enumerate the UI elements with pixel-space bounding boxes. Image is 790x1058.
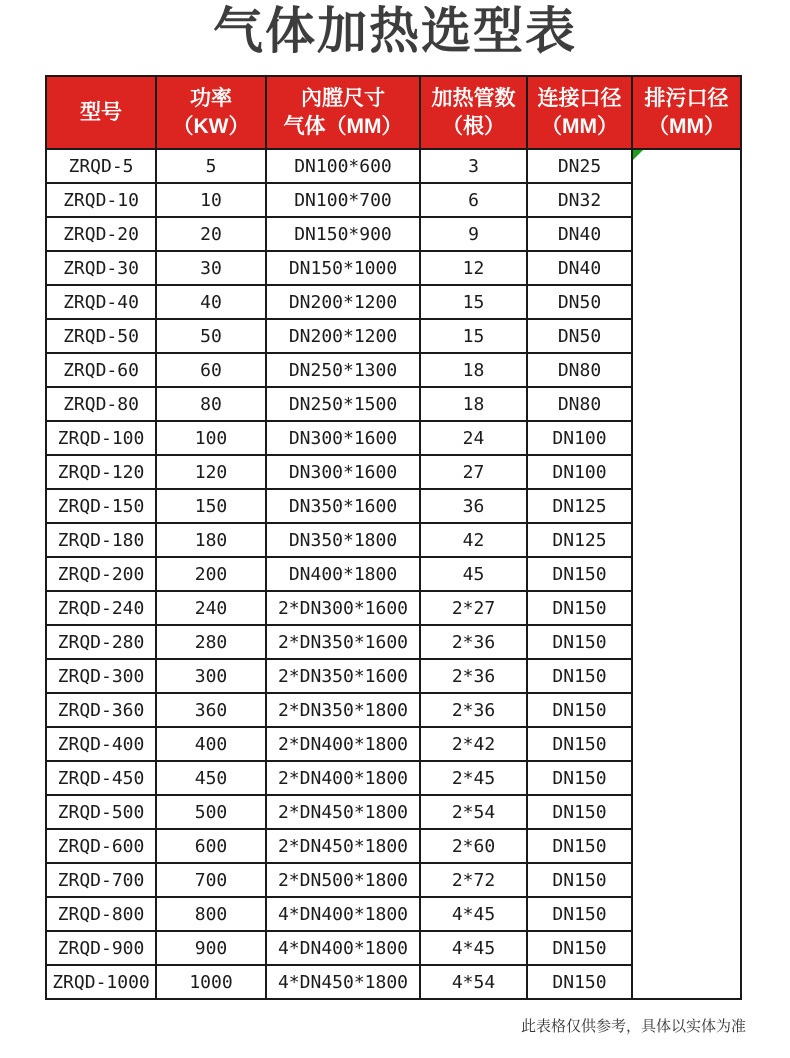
cell-connection-diameter: DN150: [527, 795, 632, 829]
cell-power: 400: [156, 727, 266, 761]
cell-model: ZRQD-360: [46, 693, 156, 727]
cell-connection-diameter: DN150: [527, 829, 632, 863]
cell-connection-diameter: DN50: [527, 319, 632, 353]
cell-connection-diameter: DN150: [527, 727, 632, 761]
cell-tube-count: 2*60: [420, 829, 527, 863]
cell-tube-count: 15: [420, 319, 527, 353]
cell-model: ZRQD-240: [46, 591, 156, 625]
cell-connection-diameter: DN150: [527, 557, 632, 591]
header-power-line1: 功率: [190, 87, 232, 111]
cell-power: 700: [156, 863, 266, 897]
header-chamber-size-line2: 气体（MM）: [283, 114, 403, 138]
cell-tube-count: 36: [420, 489, 527, 523]
footnote: 此表格仅供参考，具体以实体为准: [520, 1018, 746, 1035]
cell-model: ZRQD-900: [46, 931, 156, 965]
cell-connection-diameter: DN40: [527, 217, 632, 251]
cell-power: 800: [156, 897, 266, 931]
cell-tube-count: 9: [420, 217, 527, 251]
cell-model: ZRQD-280: [46, 625, 156, 659]
cell-tube-count: 45: [420, 557, 527, 591]
cell-model: ZRQD-120: [46, 455, 156, 489]
cell-model: ZRQD-600: [46, 829, 156, 863]
cell-chamber-size: 2*DN450*1800: [266, 829, 420, 863]
header-chamber-size: [266, 76, 420, 149]
cell-tube-count: 2*54: [420, 795, 527, 829]
header-model-line1: 型号: [80, 100, 122, 124]
cell-chamber-size: 4*DN400*1800: [266, 931, 420, 965]
cell-tube-count: 3: [420, 149, 527, 183]
cell-model: ZRQD-450: [46, 761, 156, 795]
cell-power: 50: [156, 319, 266, 353]
cell-model: ZRQD-1000: [46, 965, 156, 999]
header-chamber-size-line1: 內膛尺寸: [301, 87, 385, 111]
cell-chamber-size: 2*DN350*1600: [266, 659, 420, 693]
cell-chamber-size: 2*DN400*1800: [266, 727, 420, 761]
cell-model: ZRQD-30: [46, 251, 156, 285]
cell-model: ZRQD-10: [46, 183, 156, 217]
cell-chamber-size: DN150*1000: [266, 251, 420, 285]
cell-power: 500: [156, 795, 266, 829]
cell-chamber-size: 4*DN400*1800: [266, 897, 420, 931]
table-header-row: [46, 76, 741, 149]
cell-model: ZRQD-60: [46, 353, 156, 387]
cell-chamber-size: DN300*1600: [266, 421, 420, 455]
cell-chamber-size: 2*DN450*1800: [266, 795, 420, 829]
table-body: [46, 149, 741, 999]
cell-tube-count: 2*42: [420, 727, 527, 761]
cell-power: 60: [156, 353, 266, 387]
cell-chamber-size: DN250*1300: [266, 353, 420, 387]
cell-connection-diameter: DN25: [527, 149, 632, 183]
header-model: [46, 76, 156, 149]
cell-connection-diameter: DN40: [527, 251, 632, 285]
cell-connection-diameter: DN50: [527, 285, 632, 319]
cell-power: 10: [156, 183, 266, 217]
header-connection-diameter: [527, 76, 632, 149]
cell-model: ZRQD-100: [46, 421, 156, 455]
cell-model: ZRQD-200: [46, 557, 156, 591]
cell-model: ZRQD-700: [46, 863, 156, 897]
table-row: [46, 149, 741, 183]
cell-connection-diameter: DN32: [527, 183, 632, 217]
cell-drain-diameter-merged: [632, 149, 741, 999]
cell-chamber-size: DN200*1200: [266, 319, 420, 353]
cell-power: 120: [156, 455, 266, 489]
cell-connection-diameter: DN150: [527, 693, 632, 727]
cell-chamber-size: DN150*900: [266, 217, 420, 251]
cell-tube-count: 42: [420, 523, 527, 557]
header-power-line2: （KW）: [172, 114, 250, 138]
cell-power: 40: [156, 285, 266, 319]
cell-connection-diameter: DN150: [527, 965, 632, 999]
header-tube-count: [420, 76, 527, 149]
cell-model: ZRQD-300: [46, 659, 156, 693]
cell-chamber-size: 2*DN300*1600: [266, 591, 420, 625]
header-tube-count-line1: 加热管数: [431, 87, 516, 111]
cell-model: ZRQD-20: [46, 217, 156, 251]
cell-connection-diameter: DN80: [527, 353, 632, 387]
cell-power: 100: [156, 421, 266, 455]
cell-model: ZRQD-5: [46, 149, 156, 183]
cell-tube-count: 6: [420, 183, 527, 217]
gas-heating-selection-table: [45, 75, 742, 1000]
cell-chamber-size: DN100*700: [266, 183, 420, 217]
cell-power: 30: [156, 251, 266, 285]
cell-chamber-size: DN100*600: [266, 149, 420, 183]
header-connection-diameter-line1: 连接口径: [537, 87, 622, 111]
header-drain-diameter-line1: 排污口径: [644, 87, 729, 111]
cell-power: 200: [156, 557, 266, 591]
cell-power: 150: [156, 489, 266, 523]
cell-tube-count: 15: [420, 285, 527, 319]
cell-chamber-size: DN300*1600: [266, 455, 420, 489]
header-power: [156, 76, 266, 149]
cell-tube-count: 24: [420, 421, 527, 455]
cell-chamber-size: DN350*1600: [266, 489, 420, 523]
cell-power: 900: [156, 931, 266, 965]
cell-power: 600: [156, 829, 266, 863]
cell-connection-diameter: DN150: [527, 591, 632, 625]
cell-model: ZRQD-150: [46, 489, 156, 523]
cell-chamber-size: DN250*1500: [266, 387, 420, 421]
cell-tube-count: 12: [420, 251, 527, 285]
cell-tube-count: 4*45: [420, 897, 527, 931]
cell-connection-diameter: DN150: [527, 931, 632, 965]
cell-power: 360: [156, 693, 266, 727]
cell-connection-diameter: DN100: [527, 455, 632, 489]
cell-power: 5: [156, 149, 266, 183]
cell-error-corner-marker-icon: [633, 150, 643, 160]
cell-model: ZRQD-40: [46, 285, 156, 319]
cell-model: ZRQD-500: [46, 795, 156, 829]
header-drain-diameter-line2: （MM）: [648, 114, 725, 138]
cell-tube-count: 2*72: [420, 863, 527, 897]
cell-tube-count: 4*45: [420, 931, 527, 965]
cell-model: ZRQD-400: [46, 727, 156, 761]
cell-chamber-size: DN400*1800: [266, 557, 420, 591]
cell-power: 20: [156, 217, 266, 251]
cell-model: ZRQD-180: [46, 523, 156, 557]
cell-chamber-size: DN350*1800: [266, 523, 420, 557]
cell-connection-diameter: DN150: [527, 897, 632, 931]
cell-power: 240: [156, 591, 266, 625]
cell-connection-diameter: DN150: [527, 761, 632, 795]
cell-tube-count: 4*54: [420, 965, 527, 999]
cell-tube-count: 2*36: [420, 625, 527, 659]
cell-connection-diameter: DN125: [527, 523, 632, 557]
cell-power: 180: [156, 523, 266, 557]
cell-connection-diameter: DN125: [527, 489, 632, 523]
cell-chamber-size: 2*DN350*1600: [266, 625, 420, 659]
cell-power: 300: [156, 659, 266, 693]
cell-model: ZRQD-80: [46, 387, 156, 421]
cell-tube-count: 2*27: [420, 591, 527, 625]
cell-connection-diameter: DN150: [527, 625, 632, 659]
cell-connection-diameter: DN100: [527, 421, 632, 455]
cell-power: 280: [156, 625, 266, 659]
header-drain-diameter: [632, 76, 741, 149]
cell-power: 80: [156, 387, 266, 421]
cell-connection-diameter: DN150: [527, 659, 632, 693]
cell-connection-diameter: DN80: [527, 387, 632, 421]
cell-tube-count: 27: [420, 455, 527, 489]
cell-chamber-size: 2*DN400*1800: [266, 761, 420, 795]
header-tube-count-line2: （根）: [442, 114, 505, 138]
cell-tube-count: 2*45: [420, 761, 527, 795]
cell-power: 1000: [156, 965, 266, 999]
cell-tube-count: 18: [420, 353, 527, 387]
cell-chamber-size: 2*DN500*1800: [266, 863, 420, 897]
cell-chamber-size: DN200*1200: [266, 285, 420, 319]
cell-tube-count: 18: [420, 387, 527, 421]
cell-power: 450: [156, 761, 266, 795]
page-title: 气体加热选型表: [213, 3, 577, 59]
cell-chamber-size: 4*DN450*1800: [266, 965, 420, 999]
cell-model: ZRQD-800: [46, 897, 156, 931]
cell-tube-count: 2*36: [420, 659, 527, 693]
cell-chamber-size: 2*DN350*1800: [266, 693, 420, 727]
cell-model: ZRQD-50: [46, 319, 156, 353]
cell-tube-count: 2*36: [420, 693, 527, 727]
header-connection-diameter-line2: （MM）: [541, 114, 618, 138]
cell-connection-diameter: DN150: [527, 863, 632, 897]
